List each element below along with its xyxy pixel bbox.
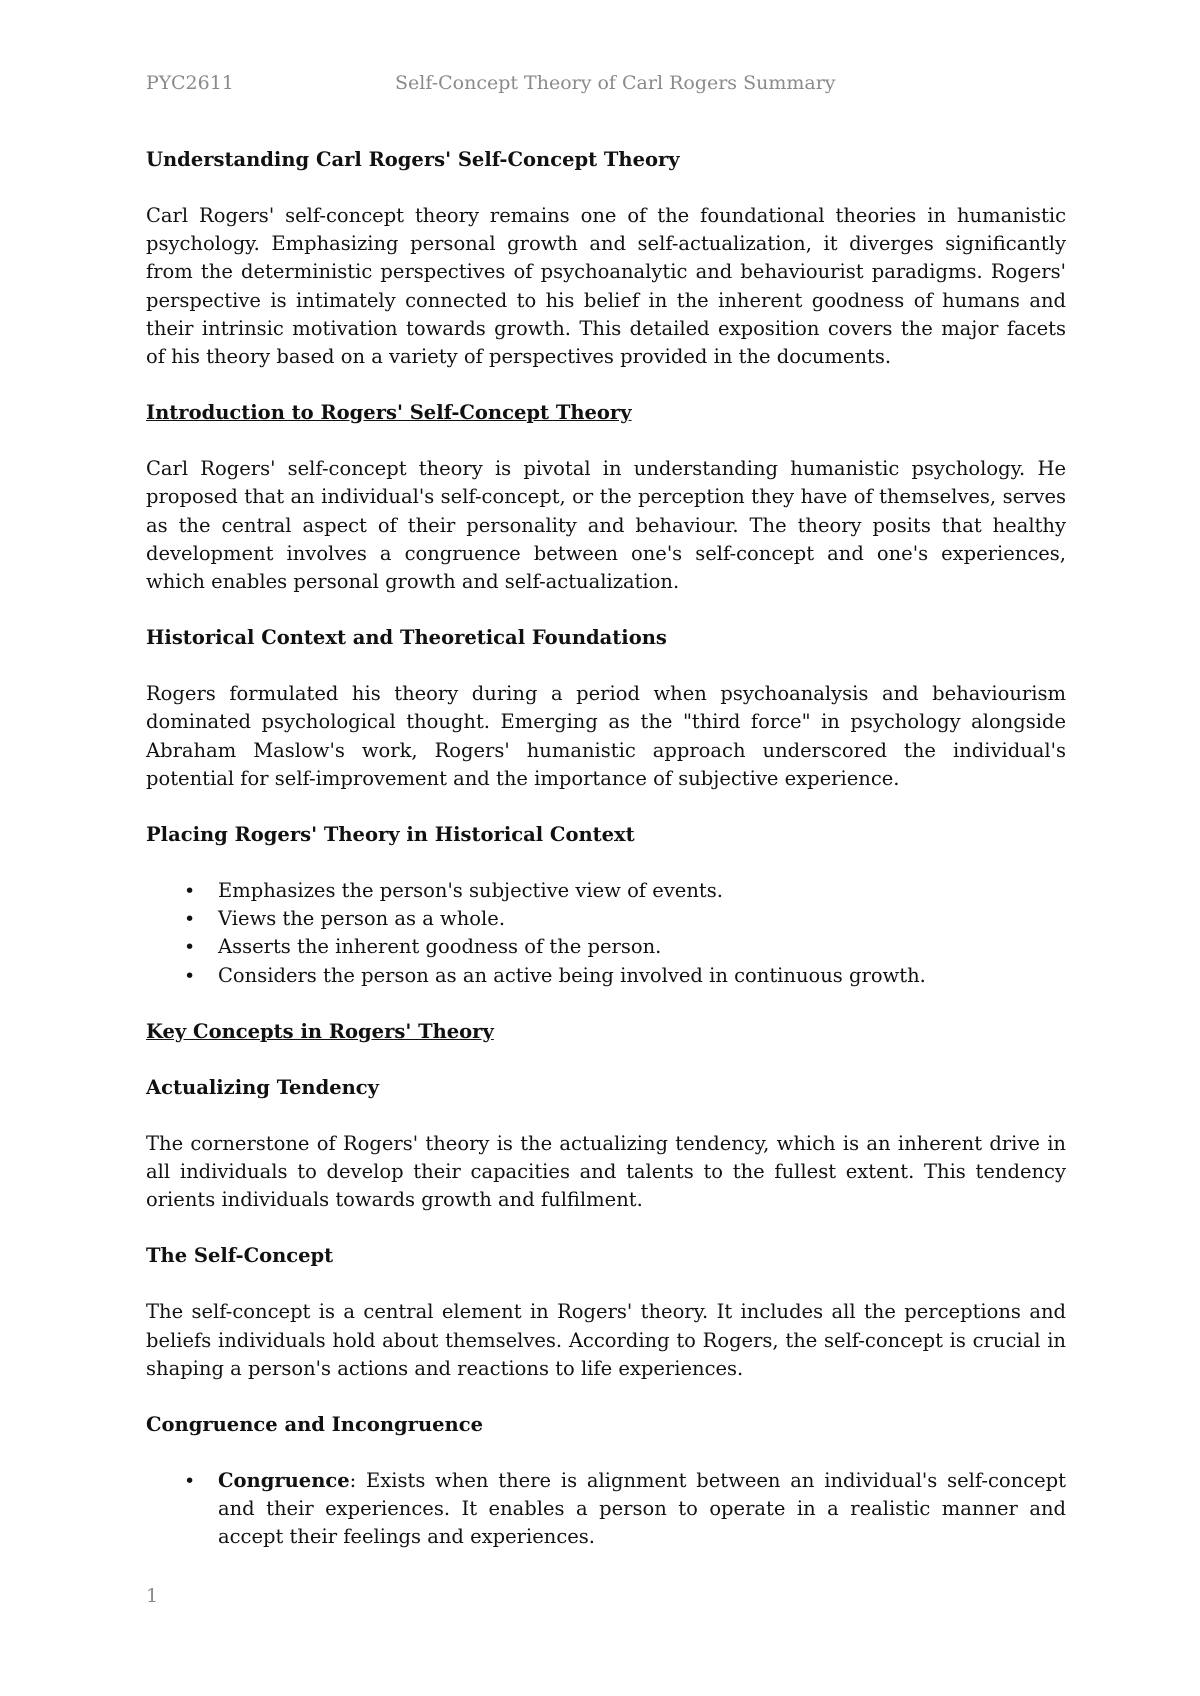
actualizing-heading: Actualizing Tendency — [146, 1075, 380, 1099]
congruence-definition: : Exists when there is alignment between an individual's self-concept and their experiences. It enables a person to operate in a realistic manner and accept their feelings and experiences. — [218, 1469, 1066, 1549]
congruence-bullet-list — [146, 1467, 1066, 1552]
list-item: • Considers the person as an active being involved in continuous growth. — [146, 962, 1066, 990]
key-concepts-heading: Key Concepts in Rogers' Theory — [146, 1019, 494, 1043]
congruence-term: Congruence — [218, 1469, 350, 1493]
course-code: PYC2611 — [146, 72, 234, 94]
placing-bullet-list — [146, 877, 1066, 990]
placing-heading: Placing Rogers' Theory in Historical Context — [146, 823, 635, 847]
list-item — [146, 1467, 1066, 1552]
intro-paragraph: Carl Rogers' self-concept theory remains one of the foundational theories in humanistic psychology. Emphasizing personal growth and self-actualization, it diverges significantly from the deterministic perspectives of psychoanalytic and behaviourist paradigms. Rogers' perspective is intimately connected to his belief in the inherent goodness of humans and their intrinsic motivation towards growth. This detailed exposition covers the major facets of his theory based on a variety of perspectives provided in the documents. — [146, 204, 1066, 369]
header-title: Self-Concept Theory of Carl Rogers Summary — [395, 72, 836, 94]
historical-paragraph: Rogers formulated his theory during a period when psychoanalysis and behaviourism dominated psychological thought. Emerging as the "third force" in psychology alongside Abraham Maslow's work, Rogers' humanistic approach underscored the individual's potential for self-improvement and the importance of subjective experience. — [146, 682, 1066, 790]
document-body — [146, 146, 1066, 1552]
document-title: Understanding Carl Rogers' Self-Concept Theory — [146, 148, 680, 171]
historical-heading: Historical Context and Theoretical Foundations — [146, 626, 667, 650]
page-number: 1 — [146, 1585, 159, 1607]
list-item: • Views the person as a whole. — [146, 905, 1066, 933]
list-item: • Emphasizes the person's subjective view of events. — [146, 877, 1066, 905]
self-concept-heading: The Self-Concept — [146, 1244, 334, 1268]
congruence-heading: Congruence and Incongruence — [146, 1413, 483, 1437]
self-concept-paragraph: The self-concept is a central element in Rogers' theory. It includes all the perceptions and beliefs individuals hold about themselves. According to Rogers, the self-concept is crucial in shaping a person's actions and reactions to life experiences. — [146, 1300, 1066, 1380]
list-item: • Asserts the inherent goodness of the person. — [146, 933, 1066, 961]
actualizing-paragraph: The cornerstone of Rogers' theory is the actualizing tendency, which is an inherent drive in all individuals to develop their capacities and talents to the fullest extent. This tendency orients individuals towards growth and fulfilment. — [146, 1131, 1066, 1212]
introduction-paragraph: Carl Rogers' self-concept theory is pivotal in understanding humanistic psychology. He proposed that an individual's self-concept, or the perception they have of themselves, serves as the central aspect of their personality and behaviour. The theory posits that healthy development involves a congruence between one's self-concept and one's experiences, which enables personal growth and self-actualization. — [146, 457, 1066, 594]
introduction-heading: Introduction to Rogers' Self-Concept Theory — [146, 401, 632, 425]
